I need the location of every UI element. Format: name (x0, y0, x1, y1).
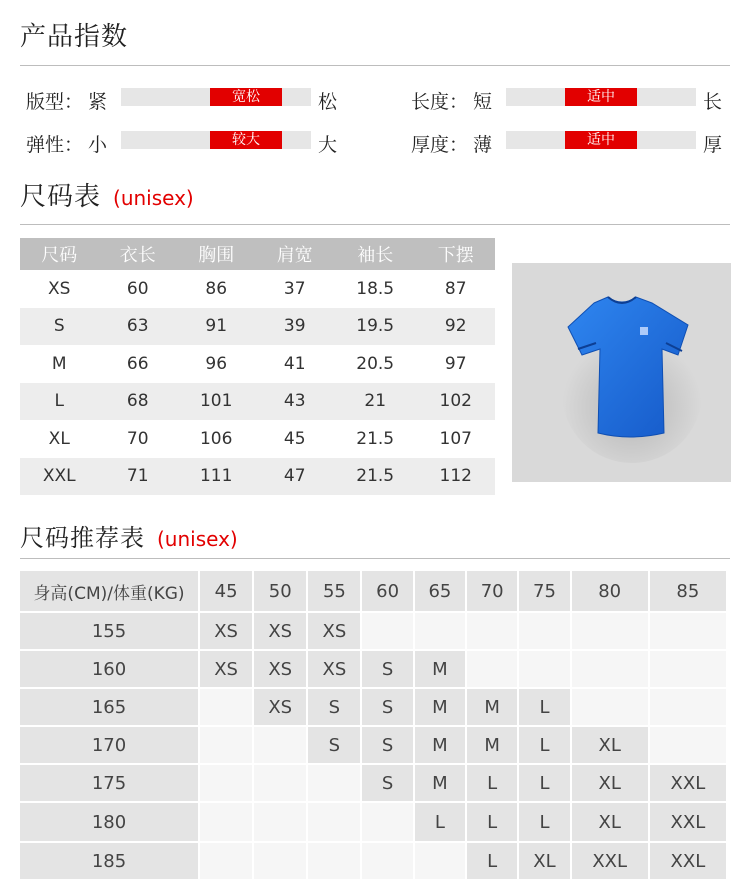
size-chart-cell: 20.5 (356, 353, 395, 374)
size-chart-cell: 86 (205, 278, 228, 299)
size-chart-cell: S (20, 308, 98, 346)
size-chart-row (20, 420, 495, 458)
recommended-size-cell: XS (254, 651, 306, 687)
size-chart-cell: 97 (444, 353, 467, 374)
recommendation-row (20, 727, 726, 763)
size-chart-cell: 106 (199, 428, 233, 449)
recommended-size-cell: M (415, 689, 465, 725)
size-chart-cell: 37 (283, 278, 306, 299)
size-chart-row (20, 345, 495, 383)
recommendation-row (20, 843, 726, 879)
size-chart-cell: 107 (439, 428, 472, 449)
recommendation-title-text: 尺码推荐表 (20, 524, 145, 552)
recommendation-corner-header: 身高(CM)/体重(KG) (20, 571, 198, 611)
recommended-size-cell: XXL (650, 765, 726, 801)
product-photo (512, 263, 731, 482)
size-chart-header-cell: 衣长 (98, 238, 176, 270)
size-chart-cell: XS (48, 278, 71, 299)
size-chart-cell: 45 (283, 428, 306, 449)
size-chart-cell: 71 (98, 458, 176, 496)
recommended-size-cell (362, 843, 412, 879)
recommended-size-cell: XXL (650, 803, 726, 841)
recommended-size-cell (467, 651, 517, 687)
recommended-size-cell: XL (572, 765, 648, 801)
recommended-size-cell: L (467, 803, 517, 841)
size-chart-cell: 18.5 (356, 278, 395, 299)
recommended-size-cell (308, 843, 360, 879)
recommended-size-cell: S (362, 651, 412, 687)
height-header-cell: 155 (20, 613, 198, 649)
height-header-cell: 170 (20, 727, 198, 763)
weight-header-cell: 85 (650, 571, 726, 611)
recommended-size-cell: L (519, 803, 569, 841)
index-label: 长度： (411, 91, 469, 113)
recommended-size-cell: L (415, 803, 465, 841)
size-chart-cell: 70 (126, 428, 149, 449)
recommended-size-cell: XL (519, 843, 569, 879)
weight-header-cell: 65 (415, 571, 465, 611)
index-max-label: 大 (318, 134, 338, 156)
recommended-size-cell (254, 803, 306, 841)
size-chart-cell: 87 (444, 278, 467, 299)
recommended-size-cell: XL (572, 727, 648, 763)
recommended-size-cell: M (467, 689, 517, 725)
recommended-size-cell (519, 613, 569, 649)
size-chart-cell: M (51, 353, 67, 374)
size-chart-cell: XXL (20, 458, 98, 496)
weight-header-cell: 70 (467, 571, 517, 611)
size-chart-title (20, 176, 194, 213)
height-header-cell: 160 (20, 651, 198, 687)
recommendation-row (20, 803, 726, 841)
recommended-size-cell: S (362, 689, 412, 725)
size-chart-header-cell: 肩宽 (255, 238, 333, 270)
size-chart-title-text: 尺码表 (20, 182, 102, 212)
index-label: 弹性： (26, 134, 84, 156)
product-index-title (20, 16, 128, 53)
index-min-label: 短 (473, 91, 493, 113)
weight-header-cell: 55 (308, 571, 360, 611)
size-chart-header-cell: 胸围 (177, 238, 255, 270)
index-min-label: 薄 (473, 134, 493, 156)
height-header-cell: 165 (20, 689, 198, 725)
recommended-size-cell (200, 803, 252, 841)
tshirt-image (512, 263, 731, 482)
index-marker: 宽松 (210, 88, 282, 106)
size-chart-cell: 96 (205, 353, 228, 374)
divider (20, 558, 730, 559)
recommended-size-cell: S (308, 689, 360, 725)
recommended-size-cell (200, 843, 252, 879)
recommended-size-cell: L (467, 843, 517, 879)
recommended-size-cell (572, 651, 648, 687)
index-max-label: 厚 (703, 134, 723, 156)
recommended-size-cell: XS (254, 613, 306, 649)
size-chart-cell: 43 (255, 383, 333, 421)
recommended-size-cell (415, 613, 465, 649)
recommended-size-cell: M (415, 651, 465, 687)
size-chart-cell: 41 (283, 353, 306, 374)
index-label: 厚度： (411, 134, 469, 156)
recommendation-header-row (20, 571, 726, 611)
index-scale-bar (121, 88, 311, 106)
height-header-cell: 175 (20, 765, 198, 801)
recommended-size-cell: L (467, 765, 517, 801)
size-chart-header-cell: 尺码 (20, 238, 98, 270)
size-chart-cell: 111 (177, 458, 255, 496)
recommended-size-cell (308, 803, 360, 841)
size-recommendation-table (18, 569, 728, 881)
recommended-size-cell (308, 765, 360, 801)
recommended-size-cell (200, 727, 252, 763)
recommended-size-cell: XS (200, 613, 252, 649)
size-chart-cell: 39 (255, 308, 333, 346)
recommended-size-cell (650, 727, 726, 763)
size-chart-cell: 102 (416, 383, 495, 421)
recommended-size-cell (254, 727, 306, 763)
size-chart-cell: 60 (126, 278, 149, 299)
recommended-size-cell: M (415, 765, 465, 801)
size-chart-header-row (20, 238, 495, 270)
size-chart-header-cell: 袖长 (334, 238, 417, 270)
recommended-size-cell: L (519, 765, 569, 801)
weight-header-cell: 45 (200, 571, 252, 611)
recommended-size-cell (200, 765, 252, 801)
size-chart-cell: 21.5 (356, 428, 395, 449)
size-chart-cell: 21 (334, 383, 417, 421)
index-scale-bar (506, 131, 696, 149)
recommendation-unisex-tag: (unisex) (157, 527, 238, 551)
size-chart-cell: 66 (126, 353, 149, 374)
weight-header-cell: 80 (572, 571, 648, 611)
recommended-size-cell: M (415, 727, 465, 763)
divider (20, 224, 730, 225)
recommended-size-cell: XL (572, 803, 648, 841)
index-label: 版型： (26, 91, 84, 113)
size-chart-row (20, 308, 495, 346)
recommendation-row (20, 765, 726, 801)
index-min-label: 紧 (88, 91, 108, 113)
recommended-size-cell: S (362, 765, 412, 801)
index-min-label: 小 (88, 134, 108, 156)
recommended-size-cell (254, 843, 306, 879)
weight-header-cell: 50 (254, 571, 306, 611)
recommended-size-cell (254, 765, 306, 801)
index-max-label: 长 (703, 91, 723, 113)
size-chart-cell: L (20, 383, 98, 421)
index-scale-bar (121, 131, 311, 149)
size-chart-cell: 19.5 (334, 308, 417, 346)
product-index-title-text: 产品指数 (20, 22, 129, 52)
size-chart-cell: 92 (416, 308, 495, 346)
size-chart-row (20, 270, 495, 308)
size-chart-row (20, 383, 495, 421)
recommended-size-cell: XS (308, 613, 360, 649)
recommended-size-cell (200, 689, 252, 725)
recommended-size-cell: M (467, 727, 517, 763)
size-chart-cell: 63 (98, 308, 176, 346)
size-chart-cell: 91 (177, 308, 255, 346)
recommended-size-cell (650, 689, 726, 725)
recommendation-row (20, 689, 726, 725)
recommended-size-cell: XS (200, 651, 252, 687)
recommended-size-cell: L (519, 689, 569, 725)
size-chart-table (20, 238, 495, 495)
recommended-size-cell (362, 803, 412, 841)
recommended-size-cell (572, 689, 648, 725)
size-chart-row (20, 458, 495, 496)
recommended-size-cell: XS (254, 689, 306, 725)
index-marker: 适中 (565, 88, 637, 106)
recommended-size-cell: XXL (650, 843, 726, 879)
recommended-size-cell (572, 613, 648, 649)
size-chart-unisex-tag: (unisex) (113, 186, 194, 210)
recommended-size-cell: S (362, 727, 412, 763)
height-header-cell: 185 (20, 843, 198, 879)
recommendation-row (20, 613, 726, 649)
recommended-size-cell: XS (308, 651, 360, 687)
index-max-label: 松 (318, 91, 338, 113)
recommended-size-cell: S (308, 727, 360, 763)
recommended-size-cell (519, 651, 569, 687)
recommended-size-cell (362, 613, 412, 649)
recommended-size-cell (650, 651, 726, 687)
index-marker: 较大 (210, 131, 282, 149)
recommended-size-cell (650, 613, 726, 649)
size-chart-cell: 21.5 (334, 458, 417, 496)
size-chart-cell: XL (48, 428, 70, 449)
recommendation-title (20, 518, 238, 553)
index-marker: 适中 (565, 131, 637, 149)
weight-header-cell: 75 (519, 571, 569, 611)
divider (20, 65, 730, 66)
index-scale-bar (506, 88, 696, 106)
size-chart-cell: 101 (177, 383, 255, 421)
size-chart-cell: 47 (255, 458, 333, 496)
recommended-size-cell (467, 613, 517, 649)
recommended-size-cell: XXL (572, 843, 648, 879)
recommendation-row (20, 651, 726, 687)
weight-header-cell: 60 (362, 571, 412, 611)
recommended-size-cell: L (519, 727, 569, 763)
size-chart-cell: 112 (416, 458, 495, 496)
size-chart-cell: 68 (98, 383, 176, 421)
height-header-cell: 180 (20, 803, 198, 841)
recommended-size-cell (415, 843, 465, 879)
size-chart-header-cell: 下摆 (416, 238, 495, 270)
